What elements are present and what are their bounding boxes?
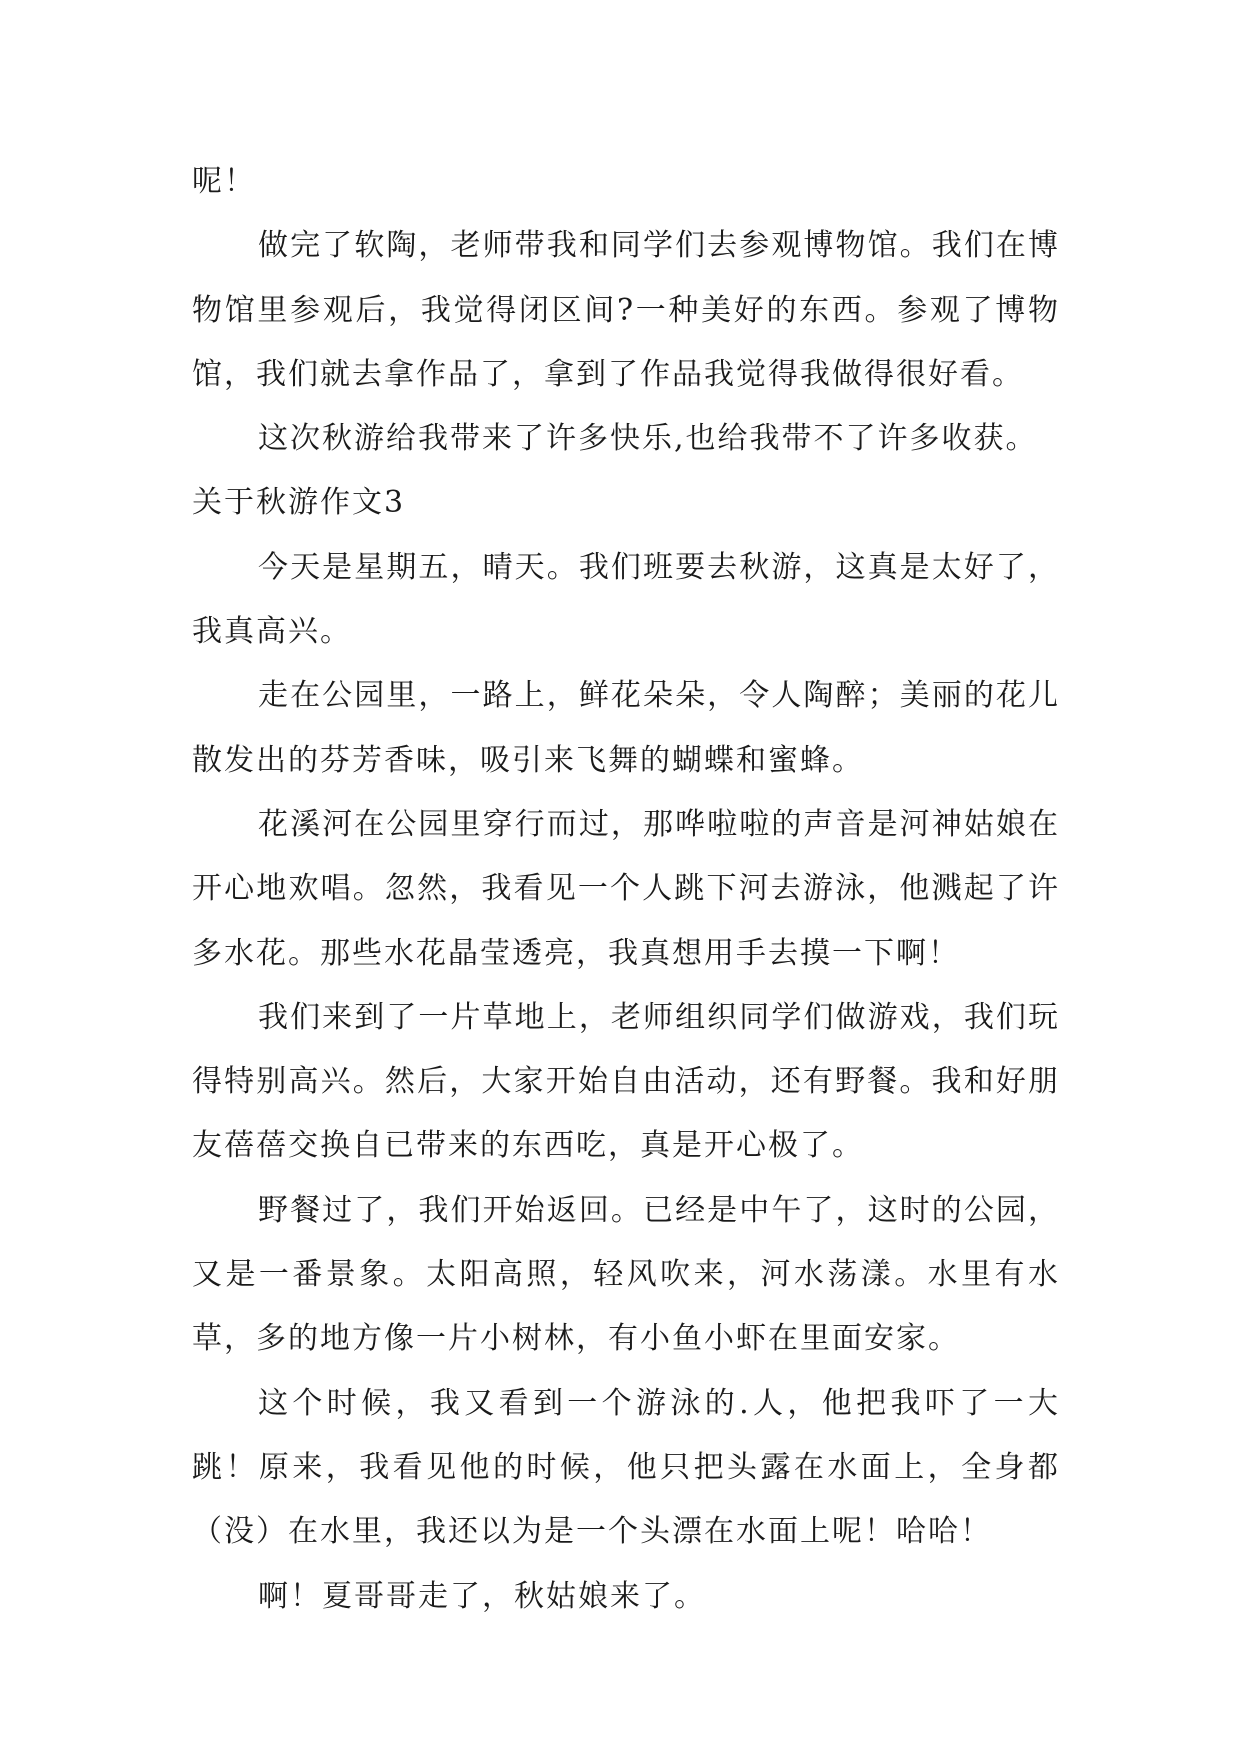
- paragraph: 做完了软陶，老师带我和同学们去参观博物馆。我们在博物馆里参观后，我觉得闭区间?一种美好的东西。参观了博物馆，我们就去拿作品了，拿到了作品我觉得我做得很好看。: [192, 228, 1060, 392]
- paragraph: 走在公园里，一路上，鲜花朵朵，令人陶醉；美丽的花儿散发出的芬芳香味，吸引来飞舞的蝴蝶和蜜蜂。: [192, 678, 1060, 778]
- paragraph: 呢！: [192, 164, 256, 199]
- paragraph: 今天是星期五，晴天。我们班要去秋游，这真是太好了，我真高兴。: [192, 549, 1060, 650]
- paragraph: 我们来到了一片草地上，老师组织同学们做游戏，我们玩得特别高兴。然后，大家开始自由活动，还有野餐。我和好朋友蓓蓓交换自已带来的东西吃，真是开心极了。: [192, 999, 1060, 1164]
- paragraph: 啊！夏哥哥走了，秋姑娘来了。: [258, 1578, 706, 1614]
- document-body: [192, 150, 1060, 1629]
- section-heading: 关于秋游作文3: [192, 485, 406, 521]
- paragraph: 这个时候，我又看到一个游泳的.人，他把我吓了一大跳！原来，我看见他的时候，他只把头露在水面上，全身都（没）在水里，我还以为是一个头漂在水面上呢！哈哈！: [192, 1385, 1060, 1550]
- paragraph: 这次秋游给我带来了许多快乐,也给我带不了许多收获。: [258, 421, 1038, 457]
- paragraph: 野餐过了，我们开始返回。已经是中午了，这时的公园，又是一番景象。太阳高照，轻风吹来，河水荡漾。水里有水草，多的地方像一片小树林，有小鱼小虾在里面安家。: [192, 1192, 1060, 1357]
- paragraph: 花溪河在公园里穿行而过，那哗啦啦的声音是河神姑娘在开心地欢唱。忽然，我看见一个人跳下河去游泳，他溅起了许多水花。那些水花晶莹透亮，我真想用手去摸一下啊！: [192, 806, 1060, 971]
